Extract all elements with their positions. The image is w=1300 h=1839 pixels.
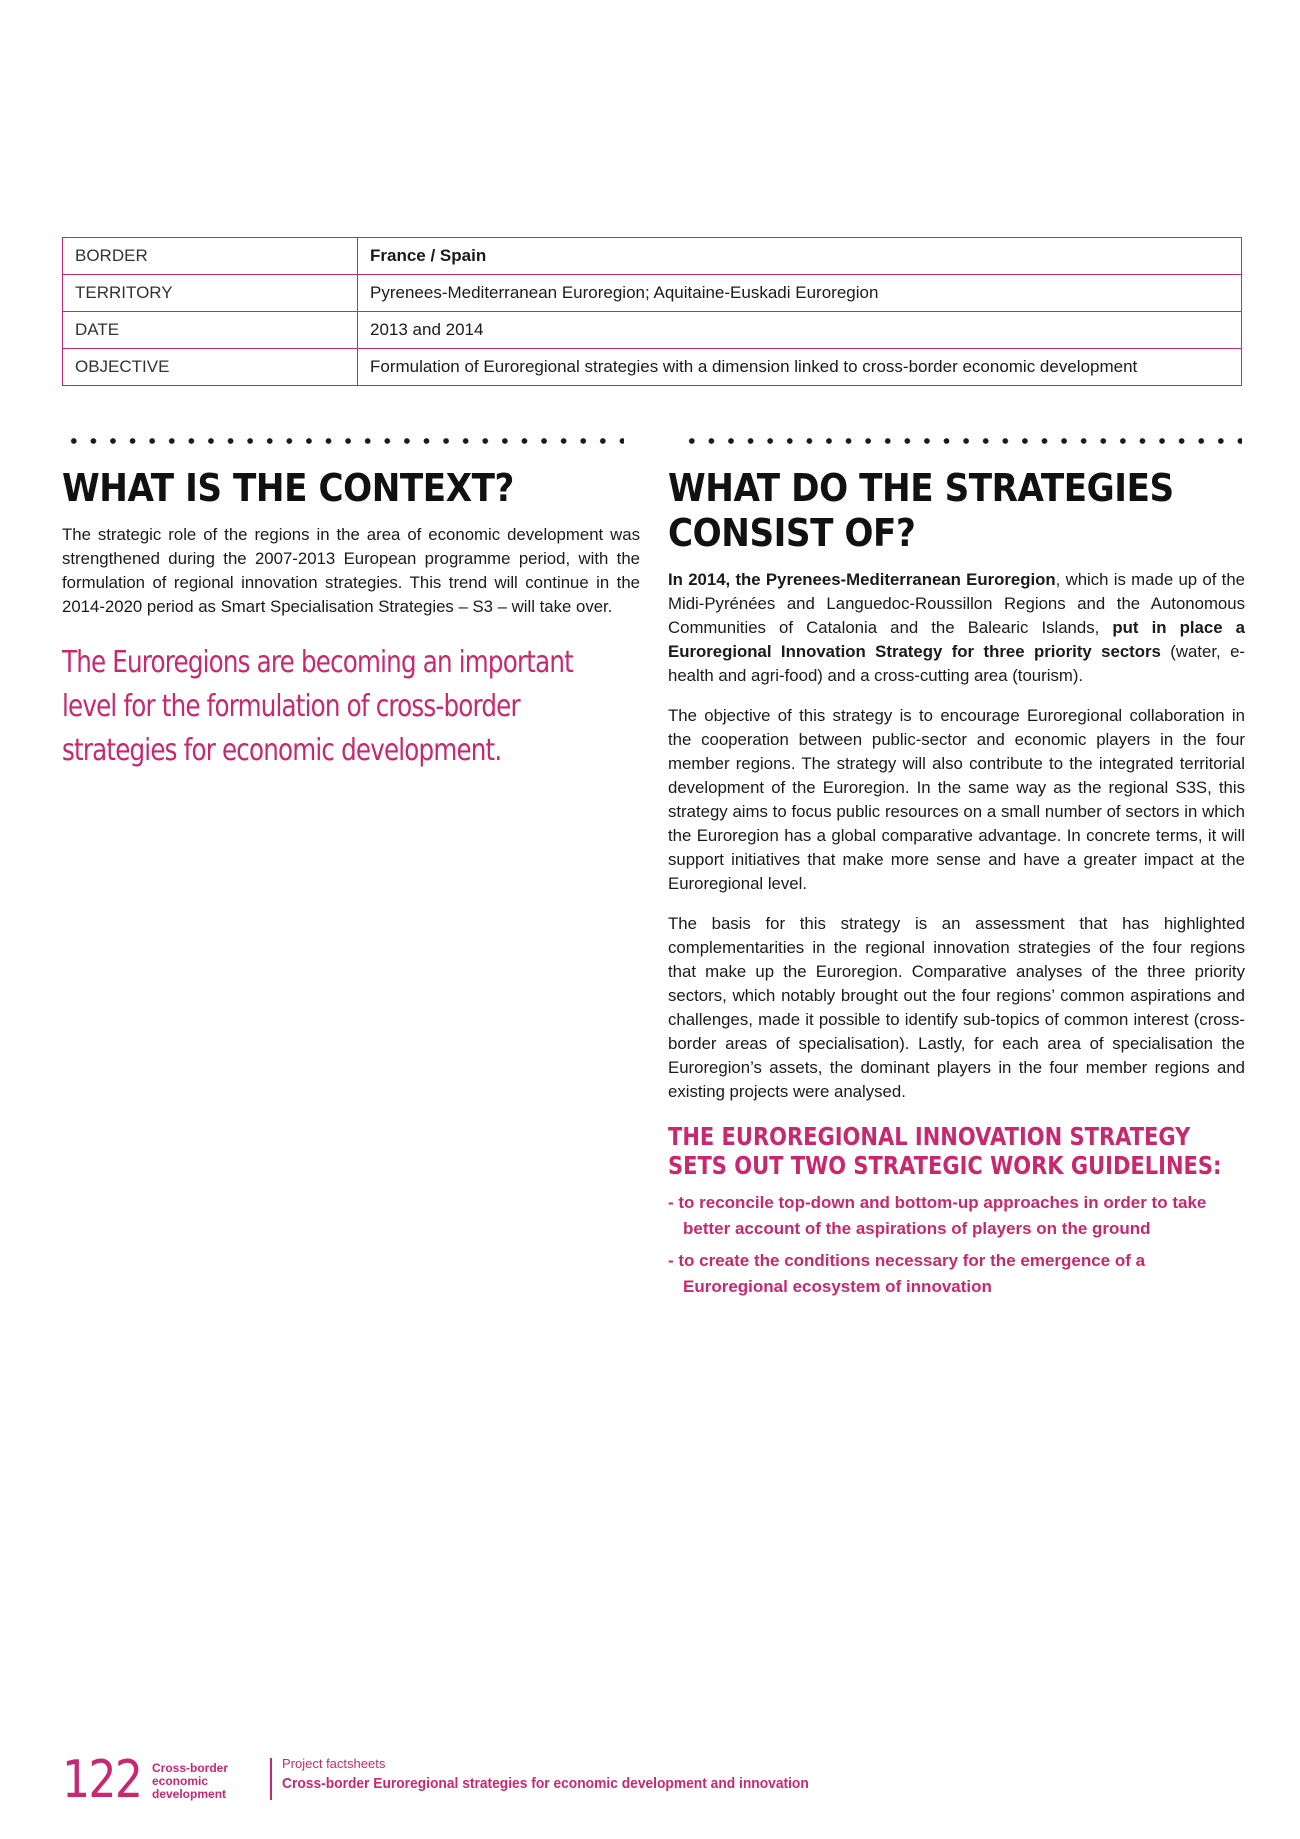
- dotted-divider-right: [682, 436, 1242, 446]
- context-paragraph: The strategic role of the regions in the area of economic development was strengthened during the 2007-2013 European programme period, with the formulation of regional innovation strategies. This trend will continue in the 2014-2020 period as Smart Specialisation Strategies – S3 – will take over.: [62, 525, 640, 616]
- table-value: Formulation of Euroregional strategies with a dimension linked to cross-border economic development: [358, 349, 1242, 386]
- bold-text: In 2014, the Pyrenees-Mediterranean Euroregion: [668, 570, 1056, 589]
- page-footer: [62, 1750, 1242, 1810]
- footer-divider: [270, 1758, 272, 1800]
- strategies-paragraph-3: The basis for this strategy is an assessment that has highlighted complementarities in the regional innovation strategies of the four regions that make up the Euroregion. Comparative analyses of the three priority sectors, which notably brought out the four regions’ common aspirations and challenges, made it possible to identify sub-topics of common interest (cross-border areas of specialisation). Lastly, for each area of specialisation the Euroregion’s assets, the dominant players in the four member regions and existing projects were analysed.: [668, 914, 1245, 1101]
- table-row: [63, 349, 1242, 386]
- footer-topic: Cross-border economic development: [152, 1761, 229, 1801]
- strategies-heading: WHAT DO THE STRATEGIES CONSIST OF?: [668, 466, 1174, 555]
- context-column: [62, 466, 640, 773]
- body-text: (water, e-health and agri-food) and a cross-cutting area (tourism).: [668, 642, 1246, 685]
- guidelines-list: [668, 1190, 1245, 1300]
- footer-title: Cross-border Euroregional strategies for economic development and innovation: [282, 1775, 809, 1792]
- guidelines-heading: THE EUROREGIONAL INNOVATION STRATEGY SETS OUT TWO STRATEGIC WORK GUIDELINES:: [668, 1122, 1222, 1180]
- bold-text: put in place a Euroregional Innovation Strategy for three priority sectors: [668, 618, 1245, 661]
- body-text: , which is made up of the Midi-Pyrénées and Languedoc-Roussillon Regions and the Autonomous Communities of Catalonia and the Balearic Islands,: [668, 570, 1245, 637]
- page-number: 122: [62, 1750, 142, 1810]
- list-item: - to create the conditions necessary for the emergence of a Euroregional ecosystem of innovation: [668, 1251, 1146, 1296]
- table-key: BORDER: [63, 238, 358, 275]
- table-key: TERRITORY: [63, 275, 358, 312]
- table-value: 2013 and 2014: [358, 312, 1242, 349]
- strategies-column: [668, 466, 1245, 1306]
- pull-quote: The Euroregions are becoming an important level for the formulation of cross-border strategies for economic development.: [62, 645, 573, 768]
- strategies-paragraph-2: The objective of this strategy is to encourage Euroregional collaboration in the cooperation between public-sector and economic players in the four member regions. The strategy will also contribute to the integrated territorial development of the Euroregion. In the same way as the regional S3S, this strategy aims to focus public resources on a small number of sectors in which the Euroregion has a global comparative advantage. In concrete terms, it will support initiatives that make more sense and have a greater impact at the Euroregional level.: [668, 706, 1245, 893]
- strategies-paragraph-1: [668, 568, 1245, 688]
- table-row: [63, 238, 1242, 275]
- project-info-table: [62, 237, 1242, 386]
- list-item: - to reconcile top-down and bottom-up approaches in order to take better account of the aspirations of players on the ground: [668, 1193, 1207, 1238]
- table-key: OBJECTIVE: [63, 349, 358, 386]
- table-value: Pyrenees-Mediterranean Euroregion; Aquitaine-Euskadi Euroregion: [358, 275, 1242, 312]
- table-key: DATE: [63, 312, 358, 349]
- footer-section: Project factsheets: [282, 1756, 386, 1771]
- table-value: France / Spain: [358, 238, 1242, 275]
- table-row: [63, 275, 1242, 312]
- dotted-divider-left: [64, 436, 624, 446]
- context-heading: WHAT IS THE CONTEXT?: [62, 466, 514, 510]
- table-row: [63, 312, 1242, 349]
